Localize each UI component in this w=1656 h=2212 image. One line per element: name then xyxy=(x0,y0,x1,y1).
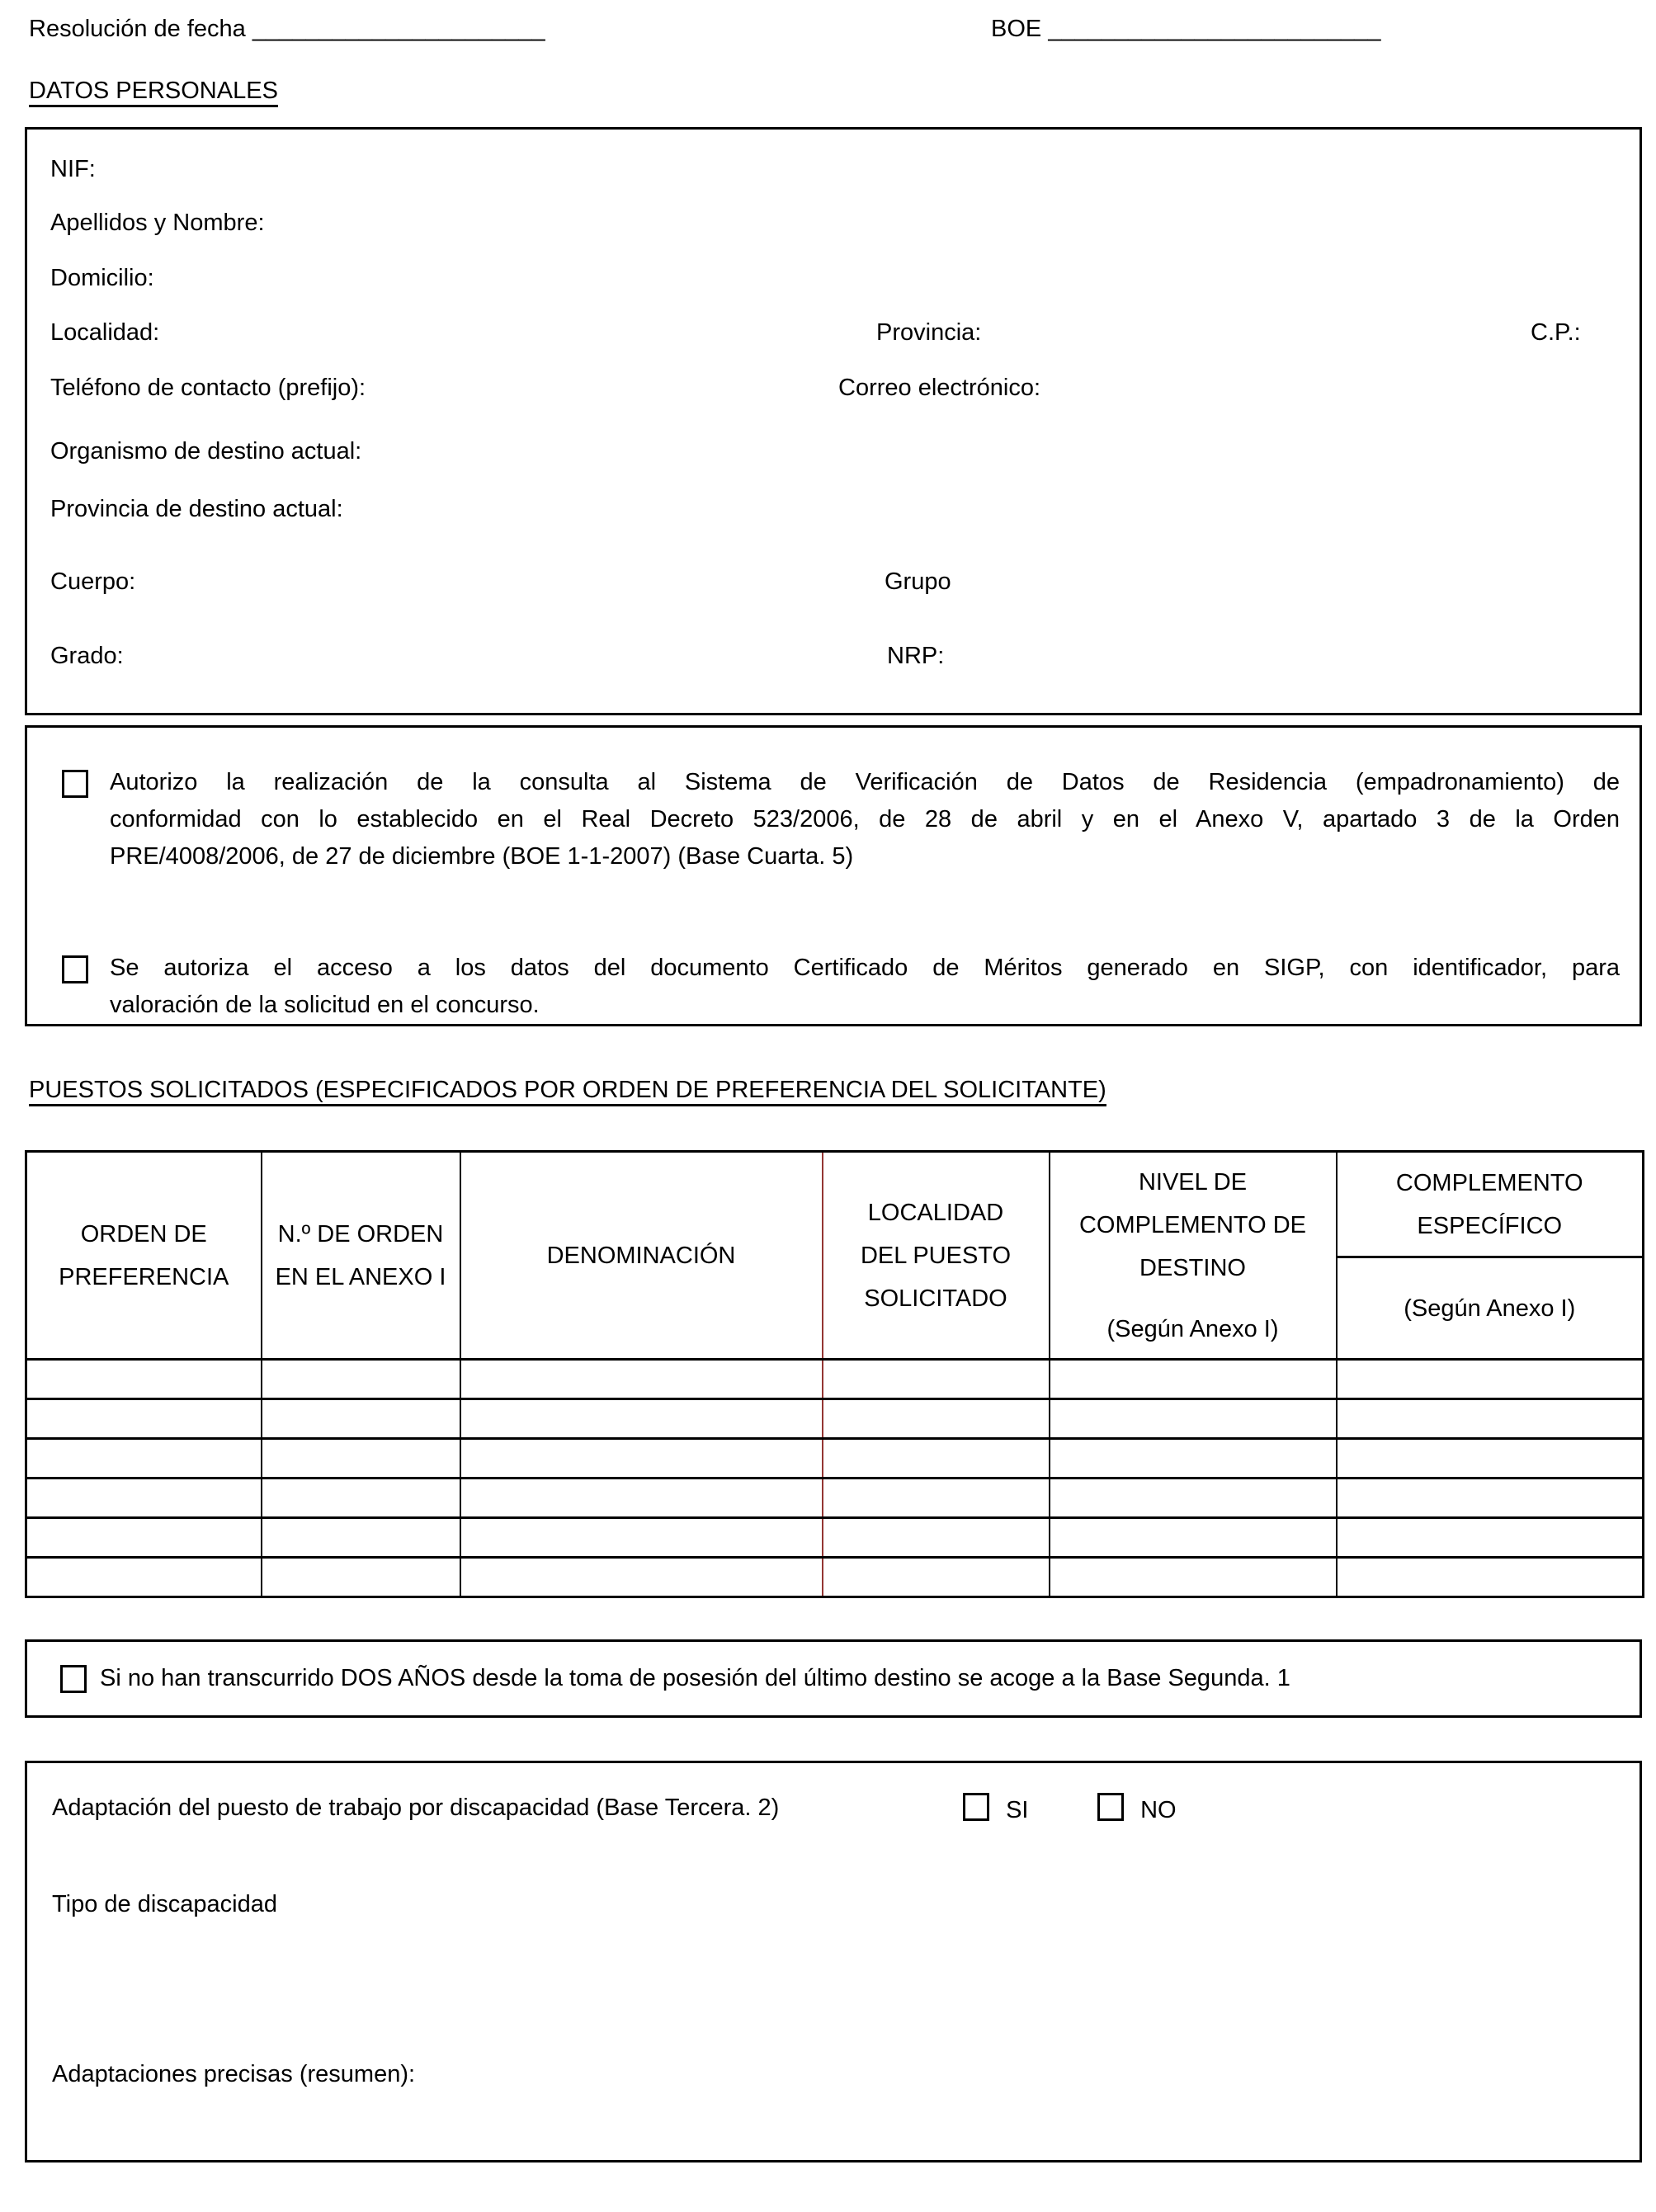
no-group xyxy=(1097,1793,1177,1825)
field-row-localidad xyxy=(50,321,1620,345)
table-cell-empty xyxy=(1050,1439,1337,1479)
table-cell-empty xyxy=(823,1439,1050,1479)
si-group xyxy=(963,1793,1028,1825)
table-cell-empty xyxy=(460,1360,823,1399)
adaptacion-row xyxy=(52,1793,1615,1823)
authorizations-box xyxy=(25,725,1642,1026)
form-header-row xyxy=(29,15,1642,43)
table-cell-empty xyxy=(1337,1399,1644,1439)
si-label: SI xyxy=(1006,1797,1029,1823)
table-cell-empty xyxy=(1050,1518,1337,1558)
table-cell-empty xyxy=(262,1439,460,1479)
base-segunda-text: Si no han transcurrido DOS AÑOS desde la toma de posesión del último destino se acoge a la Base Segunda. 1 xyxy=(100,1665,1290,1691)
table-cell-empty xyxy=(1337,1558,1644,1597)
table-cell-empty xyxy=(26,1360,262,1399)
personal-data-box xyxy=(25,127,1642,715)
boe-blank: _________________________ xyxy=(1048,16,1381,42)
no-checkbox[interactable] xyxy=(1097,1793,1124,1821)
correo-electronico-label: Correo electrónico: xyxy=(838,375,1040,401)
field-row-apellidos xyxy=(50,211,1620,235)
table-cell-empty xyxy=(1050,1558,1337,1597)
localidad-label: Localidad: xyxy=(50,319,160,346)
grupo-label: Grupo xyxy=(885,568,951,595)
table-row-empty xyxy=(26,1399,1644,1439)
table-cell-empty xyxy=(26,1439,262,1479)
col-header-orden-preferencia: ORDEN DE PREFERENCIA xyxy=(26,1152,262,1360)
table-cell-empty xyxy=(823,1479,1050,1518)
telefono-label: Teléfono de contacto (prefijo): xyxy=(50,375,366,401)
table-cell-empty xyxy=(1050,1399,1337,1439)
cuerpo-label: Cuerpo: xyxy=(50,568,136,595)
table-cell-empty xyxy=(26,1479,262,1518)
table-cell-empty xyxy=(1050,1360,1337,1399)
tipo-discapacidad-label: Tipo de discapacidad xyxy=(52,1891,277,1917)
nrp-label: NRP: xyxy=(887,643,945,669)
field-row-cuerpo xyxy=(50,570,1620,594)
grado-label: Grado: xyxy=(50,643,124,669)
table-cell-empty xyxy=(460,1558,823,1597)
table-row-empty xyxy=(26,1558,1644,1597)
table-cell-empty xyxy=(1337,1518,1644,1558)
authorization-text-line: Se autoriza el acceso a los datos del documento Certificado de Méritos generado en SIGP, con identificador, para xyxy=(110,955,1620,981)
provincia-label: Provincia: xyxy=(876,319,982,346)
table-cell-empty xyxy=(262,1479,460,1518)
table-cell-empty xyxy=(1337,1360,1644,1399)
organismo-destino-label: Organismo de destino actual: xyxy=(50,438,362,465)
apellidos-nombre-label: Apellidos y Nombre: xyxy=(50,210,265,236)
table-cell-empty xyxy=(1337,1439,1644,1479)
col-header-complemento-especifico: COMPLEMENTO ESPECÍFICO xyxy=(1337,1152,1644,1257)
field-row-provincia-destino xyxy=(50,498,1620,521)
authorization-item-residencia xyxy=(110,764,1620,875)
table-cell-empty xyxy=(460,1439,823,1479)
col-header-denominacion: DENOMINACIÓN xyxy=(460,1152,823,1360)
authorization-text-line: conformidad con lo establecido en el Real Decreto 523/2006, de 28 de abril y en el Anexo V, apartado 3 de la Orden xyxy=(110,806,1620,832)
table-cell-empty xyxy=(823,1558,1050,1597)
field-row-nif xyxy=(50,158,1620,182)
provincia-destino-label: Provincia de destino actual: xyxy=(50,496,343,522)
domicilio-label: Domicilio: xyxy=(50,265,154,291)
puestos-solicitados-table xyxy=(25,1150,1644,1598)
table-row-empty xyxy=(26,1360,1644,1399)
authorization-item-sigp xyxy=(110,950,1620,1024)
field-row-organismo xyxy=(50,440,1620,464)
table-cell-empty xyxy=(460,1479,823,1518)
no-label: NO xyxy=(1140,1797,1177,1823)
boe-label: BOE xyxy=(991,16,1042,42)
table-cell-empty xyxy=(26,1518,262,1558)
col-header-localidad-puesto: LOCALIDAD DEL PUESTO SOLICITADO xyxy=(823,1152,1050,1360)
segun-anexo-note: (Según Anexo I) xyxy=(1106,1315,1279,1342)
table-cell-empty xyxy=(262,1518,460,1558)
section-title-datos-personales: DATOS PERSONALES xyxy=(29,78,278,107)
residencia-checkbox[interactable] xyxy=(62,770,88,798)
boe-group xyxy=(991,15,1381,43)
table-cell-empty xyxy=(262,1558,460,1597)
table-cell-empty xyxy=(460,1518,823,1558)
adaptacion-box xyxy=(25,1761,1642,2162)
table-cell-empty xyxy=(823,1399,1050,1439)
table-row-empty xyxy=(26,1479,1644,1518)
segun-anexo-note: (Según Anexo I) xyxy=(1404,1295,1576,1322)
authorization-text-line: valoración de la solicitud en el concurso. xyxy=(110,992,540,1018)
table-row-empty xyxy=(26,1439,1644,1479)
base-segunda-checkbox[interactable] xyxy=(60,1665,87,1693)
table-cell-empty xyxy=(823,1518,1050,1558)
col-header-num-orden-anexo: N.º DE ORDEN EN EL ANEXO I xyxy=(262,1152,460,1360)
resolucion-fecha-blank: ______________________ xyxy=(252,16,545,42)
authorization-text-line: PRE/4008/2006, de 27 de diciembre (BOE 1-1-2007) (Base Cuarta. 5) xyxy=(110,843,854,870)
table-cell-empty xyxy=(460,1399,823,1439)
col-header-complemento-especifico-note xyxy=(1337,1257,1644,1360)
si-checkbox[interactable] xyxy=(963,1793,989,1821)
field-row-telefono xyxy=(50,376,1620,400)
table-cell-empty xyxy=(26,1399,262,1439)
sigp-checkbox[interactable] xyxy=(62,955,88,983)
field-row-grado xyxy=(50,644,1620,668)
table-cell-empty xyxy=(1050,1479,1337,1518)
table-row-empty xyxy=(26,1518,1644,1558)
base-segunda-box xyxy=(25,1639,1642,1718)
adaptaciones-precisas-label: Adaptaciones precisas (resumen): xyxy=(52,2061,416,2087)
field-row-domicilio xyxy=(50,266,1620,290)
section-title-puestos-solicitados: PUESTOS SOLICITADOS (ESPECIFICADOS POR ORDEN DE PREFERENCIA DEL SOLICITANTE) xyxy=(29,1078,1106,1106)
adaptacion-label: Adaptación del puesto de trabajo por discapacidad (Base Tercera. 2) xyxy=(52,1795,780,1821)
authorization-text-line: Autorizo la realización de la consulta al Sistema de Verificación de Datos de Residencia (empadronamiento) de xyxy=(110,769,1620,795)
table-cell-empty xyxy=(26,1558,262,1597)
col-header-nivel-complemento-destino: NIVEL DE COMPLEMENTO DE DESTINO (Según Anexo I) xyxy=(1050,1152,1337,1360)
table-cell-empty xyxy=(262,1399,460,1439)
cp-label: C.P.: xyxy=(1531,319,1581,346)
table-cell-empty xyxy=(262,1360,460,1399)
nif-label: NIF: xyxy=(50,156,96,182)
table-cell-empty xyxy=(823,1360,1050,1399)
table-cell-empty xyxy=(1337,1479,1644,1518)
resolucion-fecha-label: Resolución de fecha xyxy=(29,16,246,42)
